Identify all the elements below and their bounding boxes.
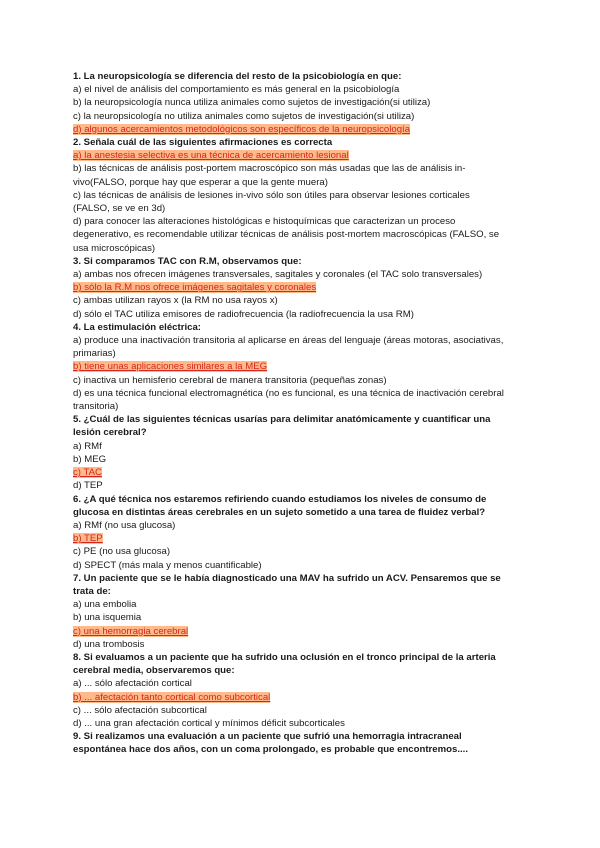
answer-option: primarias) — [73, 348, 116, 360]
answer-option: transitoria) — [73, 401, 119, 413]
answer-option: d) ... una gran afectación cortical y mínimos déficit subcorticales — [73, 717, 345, 729]
correct-answer-text: b) TEP — [73, 533, 103, 545]
answer-option: d) TEP — [73, 480, 103, 492]
answer-option: a) el nivel de análisis del comportamiento es más general en la psicobiología — [73, 84, 400, 96]
answer-option: c) ... sólo afectación subcortical — [73, 704, 207, 716]
answer-option: d) es una técnica funcional electromagnética (no es funcional, es una técnica de inactivación cerebral — [73, 387, 504, 399]
question-text: 4. La estimulación eléctrica: — [73, 321, 201, 333]
question-text: 2. Señala cuál de las siguientes afirmaciones es correcta — [73, 137, 333, 149]
question-text: 8. Si evaluamos a un paciente que ha sufrido una oclusión en el tronco principal de la arteria — [73, 651, 496, 663]
answer-option: c) inactiva un hemisferio cerebral de manera transitoria (pequeñas zonas) — [73, 374, 387, 386]
answer-option: a) una embolia — [73, 599, 137, 611]
answer-option: b) la neuropsicología nunca utiliza animales como sujetos de investigación(si utiliza) — [73, 97, 431, 109]
correct-answer-text: a) la anestesia selectiva es una técnica de acercamiento lesional — [73, 150, 349, 162]
correct-answer-text: b) ... afectación tanto cortical como subcortical — [73, 691, 271, 703]
correct-answer-text: b) sólo la R.M nos ofrece imágenes sagitales y coronales — [73, 282, 317, 294]
answer-option: d) sólo el TAC utiliza emisores de radiofrecuencia (la radiofrecuencia la usa RM) — [73, 308, 414, 320]
question-text: 5. ¿Cuál de las siguientes técnicas usarías para delimitar anatómicamente y cuantificar una — [73, 414, 491, 426]
highlighted-answer — [73, 360, 533, 373]
highlighted-answer — [73, 691, 533, 704]
highlighted-answer — [73, 281, 533, 294]
highlighted-answer — [73, 123, 533, 136]
answer-option: degenerativo, es recomendable utilizar técnicas de análisis post-mortem macroscópicas (FALSO, se — [73, 229, 500, 241]
answer-option: c) las técnicas de análisis de lesiones in-vivo sólo son útiles para observar lesiones corticales — [73, 189, 470, 201]
answer-option: (FALSO, se ve en 3d) — [73, 203, 166, 215]
answer-option: a) RMf — [73, 440, 102, 452]
highlighted-answer — [73, 532, 533, 545]
answer-option: vivo(FALSO, porque hay que esperar a que la gente muera) — [73, 176, 328, 188]
question-text: espontánea hace dos años, con un coma prolongado, es probable que encontremos.... — [73, 744, 469, 756]
answer-option: c) la neuropsicología no utiliza animales como sujetos de investigación(si utiliza) — [73, 110, 415, 122]
answer-option: a) RMf (no usa glucosa) — [73, 519, 176, 531]
question-text: lesión cerebral? — [73, 427, 147, 439]
answer-option: c) PE (no usa glucosa) — [73, 546, 171, 558]
correct-answer-text: c) una hemorragia cerebral — [73, 625, 189, 637]
answer-option: d) una trombosis — [73, 638, 145, 650]
question-text: cerebral media, observaremos que: — [73, 665, 235, 677]
question-text: 6. ¿A qué técnica nos estaremos refiriendo cuando estudiamos los niveles de consumo de — [73, 493, 487, 505]
answer-option: usa microscópicas) — [73, 242, 156, 254]
answer-option: d) para conocer las alteraciones histológicas e histoquímicas que caracterizan un proceso — [73, 216, 456, 228]
answer-option: c) ambas utilizan rayos x (la RM no usa rayos x) — [73, 295, 278, 307]
answer-option: b) una isquemia — [73, 612, 142, 624]
correct-answer-text: c) TAC — [73, 467, 102, 479]
answer-option: b) MEG — [73, 453, 107, 465]
highlighted-answer — [73, 466, 533, 479]
answer-option: a) ... sólo afectación cortical — [73, 678, 192, 690]
answer-option: a) ambas nos ofrecen imágenes transversales, sagitales y coronales (el TAC solo transversales) — [73, 269, 483, 281]
question-text: 7. Un paciente que se le había diagnosticado una MAV ha sufrido un ACV. Pensaremos que se — [73, 572, 501, 584]
highlighted-answer — [73, 625, 533, 638]
exam-questions — [73, 70, 533, 757]
answer-option: a) produce una inactivación transitoria al aplicarse en áreas del lenguaje (áreas motoras, asociativas, — [73, 335, 504, 347]
question-text: glucosa en distintas áreas cerebrales en un sujeto sometido a una tarea de fluidez verbal? — [73, 506, 486, 518]
question-text: trata de: — [73, 585, 111, 597]
highlighted-answer — [73, 149, 533, 162]
answer-option: d) SPECT (más mala y menos cuantificable) — [73, 559, 262, 571]
correct-answer-text: d) algunos acercamientos metodológicos son específicos de la neuropsicología — [73, 123, 411, 135]
answer-option: b) las técnicas de análisis post-portem macroscópico son más usadas que las de análisis in- — [73, 163, 466, 175]
question-text: 1. La neuropsicología se diferencia del resto de la psicobiología en que: — [73, 71, 402, 82]
correct-answer-text: b) tiene unas aplicaciones similares a la MEG — [73, 361, 268, 373]
question-text: 9. Si realizamos una evaluación a un paciente que sufrió una hemorragia intracraneal — [73, 731, 462, 743]
question-text: 3. Si comparamos TAC con R.M, observamos que: — [73, 255, 302, 267]
